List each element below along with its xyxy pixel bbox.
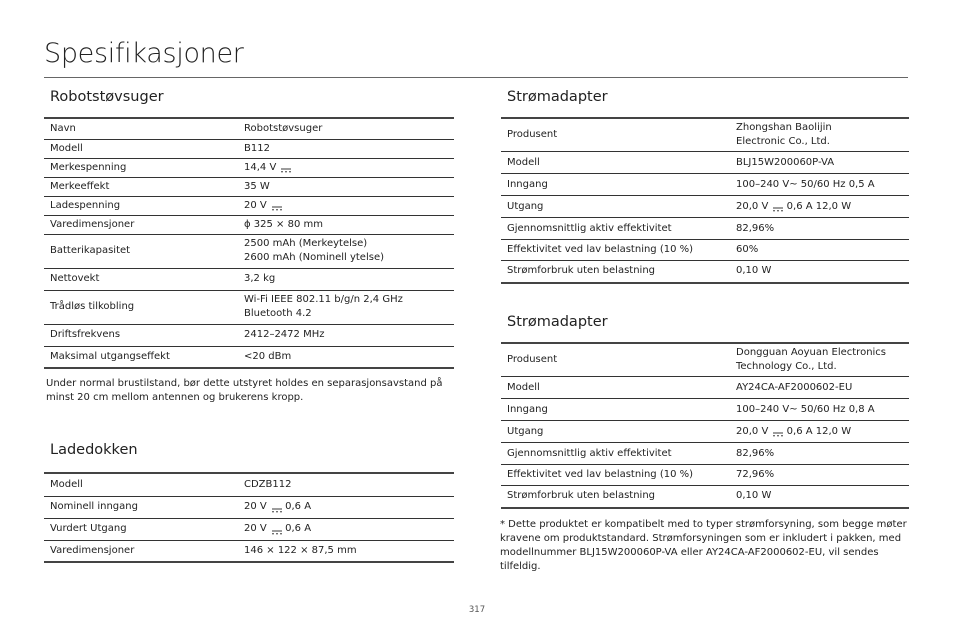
spec-value-text: 20,0 V [736, 425, 769, 437]
spec-label: Effektivitet ved lav belastning (10 %) [501, 465, 730, 486]
spec-value [238, 496, 454, 518]
spec-value-suffix: 0,6 A 12,0 W [783, 200, 852, 212]
page-number: 317 [468, 605, 486, 615]
dc-current-icon [281, 164, 291, 169]
spec-value-text: 20 V [244, 501, 267, 512]
spec-value [730, 399, 909, 421]
spec-row [501, 152, 909, 174]
spec-value [730, 218, 909, 240]
adapter-footnote: * Dette produktet er kompatibelt med to typer strømforsyning, som begge møter kravene om produktstandard. Strømforsyningen som er inkludert i pakken, med modellnummer BLJ15W200060P-VA eller AY24CA-AF2000602-EU, vil sendes tilfeldig. [500, 519, 907, 572]
spec-value [238, 196, 454, 215]
spec-label: Modell [501, 377, 730, 399]
spec-row [44, 215, 454, 234]
spec-value [730, 443, 909, 465]
spec-value [730, 240, 909, 261]
spec-row [501, 443, 909, 465]
spec-value [730, 152, 909, 174]
spec-value [238, 177, 454, 196]
spec-row [44, 139, 454, 158]
spec-value-line2: 2600 mAh (Nominell ytelse) [244, 252, 385, 263]
spec-value-text: 82,96% [736, 447, 775, 459]
spec-row [501, 261, 909, 283]
spec-row [44, 196, 454, 215]
spec-label: Utgang [501, 196, 730, 218]
spec-value [238, 158, 454, 177]
dc-current-icon [773, 203, 783, 208]
spec-value-text: 0,10 W [736, 265, 772, 277]
spec-value-text: Robotstøvsuger [244, 122, 323, 134]
spec-row [44, 346, 454, 368]
spec-value [730, 196, 909, 218]
spec-label: Nettovekt [44, 268, 238, 290]
spec-row [501, 118, 909, 152]
spec-label: Strømforbruk uten belastning [501, 261, 730, 283]
spec-value [238, 518, 454, 540]
spec-row [44, 473, 454, 496]
spec-value-line2: Bluetooth 4.2 [244, 308, 312, 319]
spec-value-text: AY24CA-AF2000602-EU [736, 381, 853, 393]
title-divider [44, 77, 908, 78]
spec-row [44, 324, 454, 346]
spec-row [44, 234, 454, 268]
robot-spec-table [44, 117, 454, 369]
spec-value [238, 540, 454, 562]
spec-value [238, 234, 454, 268]
spec-value-text: Zhongshan Baolijin [736, 122, 832, 133]
spec-row [501, 174, 909, 196]
spec-value [730, 486, 909, 508]
spec-row [501, 218, 909, 240]
spec-label: Driftsfrekvens [44, 324, 238, 346]
spec-value-text: 20 V [244, 199, 267, 211]
robot-heading: Robotstøvsuger [50, 89, 164, 105]
dc-current-icon [272, 202, 282, 207]
spec-label: Gjennomsnittlig aktiv effektivitet [501, 443, 730, 465]
dock-spec-table [44, 472, 454, 563]
spec-row [44, 518, 454, 540]
spec-value-text: BLJ15W200060P-VA [736, 156, 835, 168]
spec-label: Modell [44, 139, 238, 158]
dc-current-icon [272, 504, 282, 509]
spec-value-text: Dongguan Aoyuan Electronics [736, 347, 887, 358]
spec-value [730, 421, 909, 443]
spec-row [501, 196, 909, 218]
spec-value [238, 290, 454, 324]
spec-value-text: Wi-Fi IEEE 802.11 b/g/n 2,4 GHz [244, 294, 403, 305]
spec-value [730, 118, 909, 152]
dc-current-icon [773, 428, 783, 433]
spec-label: Strømforbruk uten belastning [501, 486, 730, 508]
spec-value-text: 14,4 V [244, 161, 277, 173]
dc-current-icon [272, 526, 282, 531]
spec-label: Modell [44, 473, 238, 496]
spec-row [44, 290, 454, 324]
spec-value-text: 82,96% [736, 222, 775, 234]
spec-value-text: ϕ 325 × 80 mm [244, 218, 323, 230]
spec-row [44, 268, 454, 290]
spec-value-text: CDZB112 [244, 478, 292, 490]
spec-value [730, 261, 909, 283]
spec-value-text: 2500 mAh (Merkeytelse) [244, 238, 368, 249]
spec-value-text: 72,96% [736, 469, 775, 480]
spec-value-text: 35 W [244, 180, 270, 192]
spec-row [501, 399, 909, 421]
adapter1-spec-table [501, 117, 909, 284]
spec-value-text: 20,0 V [736, 200, 769, 212]
adapter1-heading: Strømadapter [507, 89, 608, 105]
spec-value [238, 473, 454, 496]
spec-label: Effektivitet ved lav belastning (10 %) [501, 240, 730, 261]
spec-label: Maksimal utgangseffekt [44, 346, 238, 368]
spec-row [501, 486, 909, 508]
spec-label: Varedimensjoner [44, 540, 238, 562]
spec-value [730, 343, 909, 377]
spec-value [238, 346, 454, 368]
spec-label: Modell [501, 152, 730, 174]
spec-row [44, 177, 454, 196]
spec-value-line2: Electronic Co., Ltd. [736, 136, 830, 147]
spec-value-suffix: 0,6 A 12,0 W [783, 425, 852, 437]
spec-label: Merkeeffekt [44, 177, 238, 196]
spec-label: Batterikapasitet [44, 234, 238, 268]
spec-label: Inngang [501, 399, 730, 421]
spec-value-text: <20 dBm [244, 350, 292, 362]
spec-value-text: 3,2 kg [244, 273, 276, 284]
spec-label: Vurdert Utgang [44, 518, 238, 540]
spec-label: Gjennomsnittlig aktiv effektivitet [501, 218, 730, 240]
spec-value-text: 20 V [244, 523, 267, 534]
spec-row [44, 158, 454, 177]
spec-value-text: 0,10 W [736, 490, 772, 502]
radiation-note: Under normal brustilstand, bør dette utstyret holdes en separasjonsavstand på minst 20 cm mellom antennen og brukerens kropp. [46, 378, 443, 403]
spec-row [501, 343, 909, 377]
spec-value-text: 2412–2472 MHz [244, 329, 325, 340]
spec-value [238, 118, 454, 139]
spec-label: Produsent [501, 118, 730, 152]
adapter2-heading: Strømadapter [507, 314, 608, 330]
spec-value-text: 60% [736, 244, 759, 255]
spec-label: Produsent [501, 343, 730, 377]
spec-value-suffix: 0,6 A [281, 523, 312, 534]
spec-row [501, 421, 909, 443]
spec-row [44, 496, 454, 518]
spec-row [44, 540, 454, 562]
dock-heading: Ladedokken [50, 442, 138, 458]
spec-row [501, 465, 909, 486]
spec-label: Navn [44, 118, 238, 139]
spec-value-text: 100–240 V~ 50/60 Hz 0,5 A [736, 178, 875, 190]
spec-value [238, 139, 454, 158]
spec-value [730, 377, 909, 399]
page-title: Spesifikasjoner [44, 38, 244, 69]
spec-row [501, 240, 909, 261]
spec-value [730, 174, 909, 196]
spec-value [238, 268, 454, 290]
spec-value [730, 465, 909, 486]
spec-value-text: 100–240 V~ 50/60 Hz 0,8 A [736, 403, 875, 415]
spec-label: Nominell inngang [44, 496, 238, 518]
spec-row [501, 377, 909, 399]
spec-value-text: B112 [244, 142, 270, 154]
spec-label: Trådløs tilkobling [44, 290, 238, 324]
spec-row [44, 118, 454, 139]
spec-value [238, 324, 454, 346]
spec-label: Ladespenning [44, 196, 238, 215]
spec-label: Varedimensjoner [44, 215, 238, 234]
spec-value-suffix: 0,6 A [281, 501, 312, 512]
spec-value [238, 215, 454, 234]
spec-value-text: 146 × 122 × 87,5 mm [244, 544, 357, 556]
spec-label: Utgang [501, 421, 730, 443]
adapter2-spec-table [501, 342, 909, 509]
spec-value-line2: Technology Co., Ltd. [736, 361, 837, 372]
spec-label: Inngang [501, 174, 730, 196]
spec-label: Merkespenning [44, 158, 238, 177]
